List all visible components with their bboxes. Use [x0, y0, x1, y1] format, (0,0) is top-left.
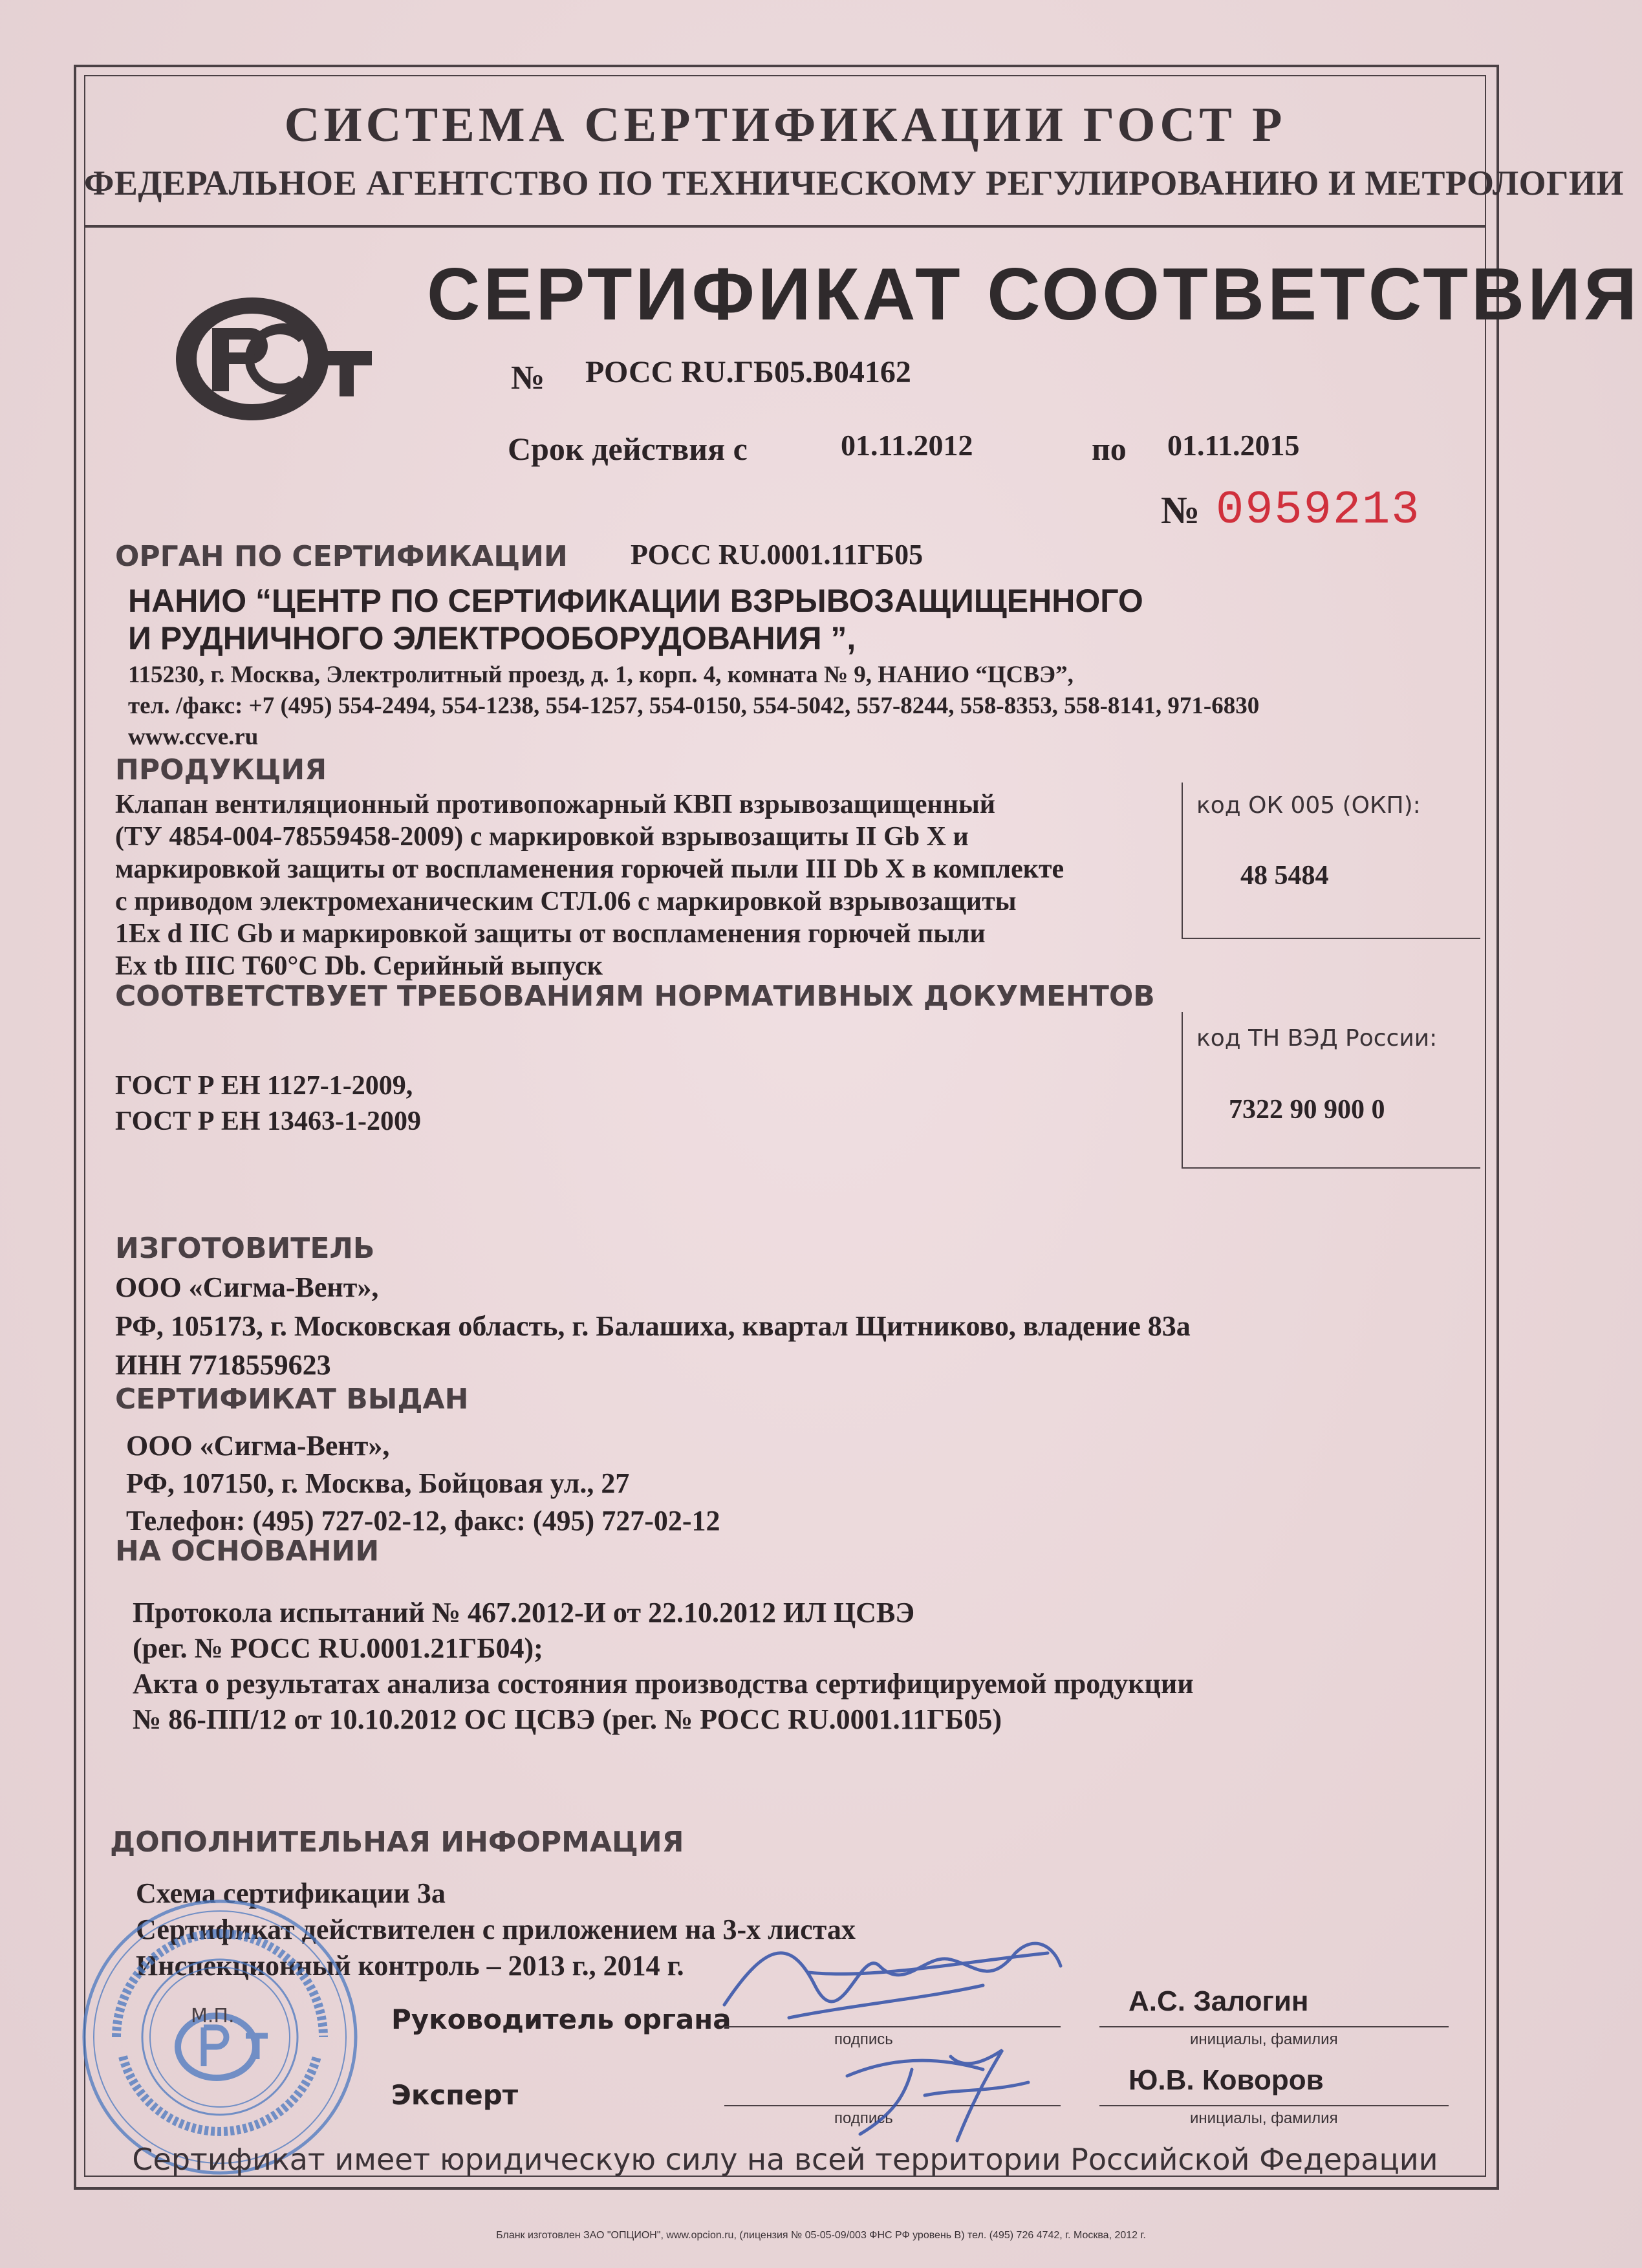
certification-body-name-1: НАНИО “ЦЕНТР ПО СЕРТИФИКАЦИИ ВЗРЫВОЗАЩИЩЕННОГО	[128, 583, 1143, 619]
okp-code-value: 48 5484	[1240, 861, 1329, 891]
valid-to-date: 01.11.2015	[1167, 429, 1300, 462]
legal-force-note: Сертификат имеет юридическую силу на всей территории Российской Федерации	[132, 2142, 1438, 2177]
certification-body-phone: тел. /факс: +7 (495) 554-2494, 554-1238, 554-1257, 554-0150, 554-5042, 557-8244, 558-8353, 558-8141, 971-6830	[128, 693, 1260, 719]
additional-line: Схема сертификации 3а	[136, 1877, 446, 1909]
agency-name: ФЕДЕРАЛЬНОЕ АГЕНТСТВО ПО ТЕХНИЧЕСКОМУ РЕГУЛИРОВАНИЮ И МЕТРОЛОГИИ	[84, 164, 1624, 202]
additional-line: Сертификат действителен с приложением на 3-х листах	[136, 1914, 856, 1945]
expert-name: Ю.В. Коворов	[1129, 2064, 1324, 2096]
product-line: Клапан вентиляционный противопожарный КВП взрывозащищенный	[115, 790, 995, 819]
form-number-sign: №	[1161, 489, 1200, 532]
product-line: (ТУ 4854-004-78559458-2009) с маркировкой взрывозащиты II Gb X и	[115, 822, 969, 852]
standard-item: ГОСТ Р ЕН 1127-1-2009,	[115, 1071, 413, 1101]
standard-item: ГОСТ Р ЕН 13463-1-2009	[115, 1107, 422, 1136]
head-name: А.С. Залогин	[1129, 1985, 1309, 2017]
valid-from-date: 01.11.2012	[841, 429, 973, 462]
validity-label: Срок действия с	[508, 431, 748, 467]
expert-label: Эксперт	[391, 2079, 519, 2111]
issued-to-address: РФ, 107150, г. Москва, Бойцовая ул., 27	[126, 1467, 630, 1499]
product-line: маркировкой защиты от воспламенения горючей пыли III Db X в комплекте	[115, 854, 1064, 884]
issued-to-phone: Телефон: (495) 727-02-12, факс: (495) 727-02-12	[126, 1505, 720, 1537]
expert-name-line	[1099, 2105, 1449, 2106]
basis-line: (рег. № РОСС RU.0001.21ГБ04);	[133, 1632, 543, 1664]
basis-line: Акта о результатах анализа состояния производства сертифицируемой продукции	[133, 1668, 1194, 1700]
stamp-place-mark: М.П.	[191, 2005, 235, 2027]
certificate-number: РОСС RU.ГБ05.В04162	[585, 355, 911, 389]
manufacturer-inn: ИНН 7718559623	[115, 1349, 331, 1381]
basis-line: Протокола испытаний № 467.2012-И от 22.10.2012 ИЛ ЦСВЭ	[133, 1597, 915, 1628]
manufacturer-header: ИЗГОТОВИТЕЛЬ	[115, 1232, 375, 1265]
additional-info-header: ДОПОЛНИТЕЛЬНАЯ ИНФОРМАЦИЯ	[110, 1826, 684, 1859]
product-line: Ex tb IIIC T60°C Db. Серийный выпуск	[115, 951, 603, 981]
basis-header: НА ОСНОВАНИИ	[115, 1535, 380, 1568]
additional-line: Инспекционный контроль – 2013 г., 2014 г.	[136, 1950, 684, 1982]
manufacturer-address: РФ, 105173, г. Московская область, г. Балашиха, квартал Щитниково, владение 83а	[115, 1310, 1191, 1342]
expert-signature	[834, 2031, 1048, 2147]
issued-to-name: ООО «Сигма-Вент»,	[126, 1430, 390, 1462]
certification-body-address: 115230, г. Москва, Электролитный проезд, д. 1, корп. 4, комната № 9, НАНИО “ЦСВЭ”,	[128, 662, 1074, 688]
certification-body-website: www.ccve.ru	[128, 724, 259, 750]
name-caption: инициалы, фамилия	[1190, 2110, 1338, 2127]
name-caption: инициалы, фамилия	[1190, 2031, 1338, 2048]
head-name-line	[1099, 2026, 1449, 2027]
product-line: 1Ex d IIC Gb и маркировкой защиты от воспламенения горючей пыли	[115, 919, 986, 949]
certification-body-code: РОСС RU.0001.11ГБ05	[631, 539, 924, 570]
manufacturer-name: ООО «Сигма-Вент»,	[115, 1271, 379, 1303]
issued-to-header: СЕРТИФИКАТ ВЫДАН	[115, 1383, 469, 1416]
product-header: ПРОДУКЦИЯ	[115, 753, 327, 786]
certification-body-name-2: И РУДНИЧНОГО ЭЛЕКТРООБОРУДОВАНИЯ ”,	[128, 620, 856, 656]
product-line: с приводом электромеханическим СТЛ.06 с маркировкой взрывозащиты	[115, 887, 1017, 916]
conformity-header: СООТВЕТСТВУЕТ ТРЕБОВАНИЯМ НОРМАТИВНЫХ ДОКУМЕНТОВ	[115, 980, 1155, 1013]
head-of-body-label: Руководитель органа	[391, 2003, 731, 2035]
tnved-code-label: код ТН ВЭД России:	[1196, 1025, 1438, 1052]
tnved-code-value: 7322 90 900 0	[1229, 1095, 1385, 1125]
valid-to-label: по	[1092, 431, 1127, 467]
header-divider	[84, 225, 1486, 228]
head-signature	[711, 1908, 1074, 2037]
signature-caption: подпись	[834, 2110, 893, 2127]
number-sign: №	[511, 360, 545, 396]
official-stamp	[71, 1888, 369, 2186]
form-imprint: Бланк изготовлен ЗАО "ОПЦИОН", www.opcion.ru, (лицензия № 05-05-09/003 ФНС РФ уровень В) тел. (495) 726 4742, г. Москва, 2012 г.	[496, 2230, 1146, 2241]
system-title: СИСТЕМА СЕРТИФИКАЦИИ ГОСТ Р	[284, 98, 1286, 152]
basis-line: № 86-ПП/12 от 10.10.2012 ОС ЦСВЭ (рег. № РОСС RU.0001.11ГБ05)	[133, 1703, 1002, 1735]
okp-code-label: код ОК 005 (ОКП):	[1196, 792, 1421, 819]
certification-body-header: ОРГАН ПО СЕРТИФИКАЦИИ	[115, 540, 568, 573]
signature-caption: подпись	[834, 2031, 893, 2048]
gost-r-rst-logo-icon	[175, 294, 388, 424]
form-serial-number: 0959213	[1216, 484, 1421, 537]
certificate-title: СЕРТИФИКАТ СООТВЕТСТВИЯ	[427, 254, 1641, 336]
